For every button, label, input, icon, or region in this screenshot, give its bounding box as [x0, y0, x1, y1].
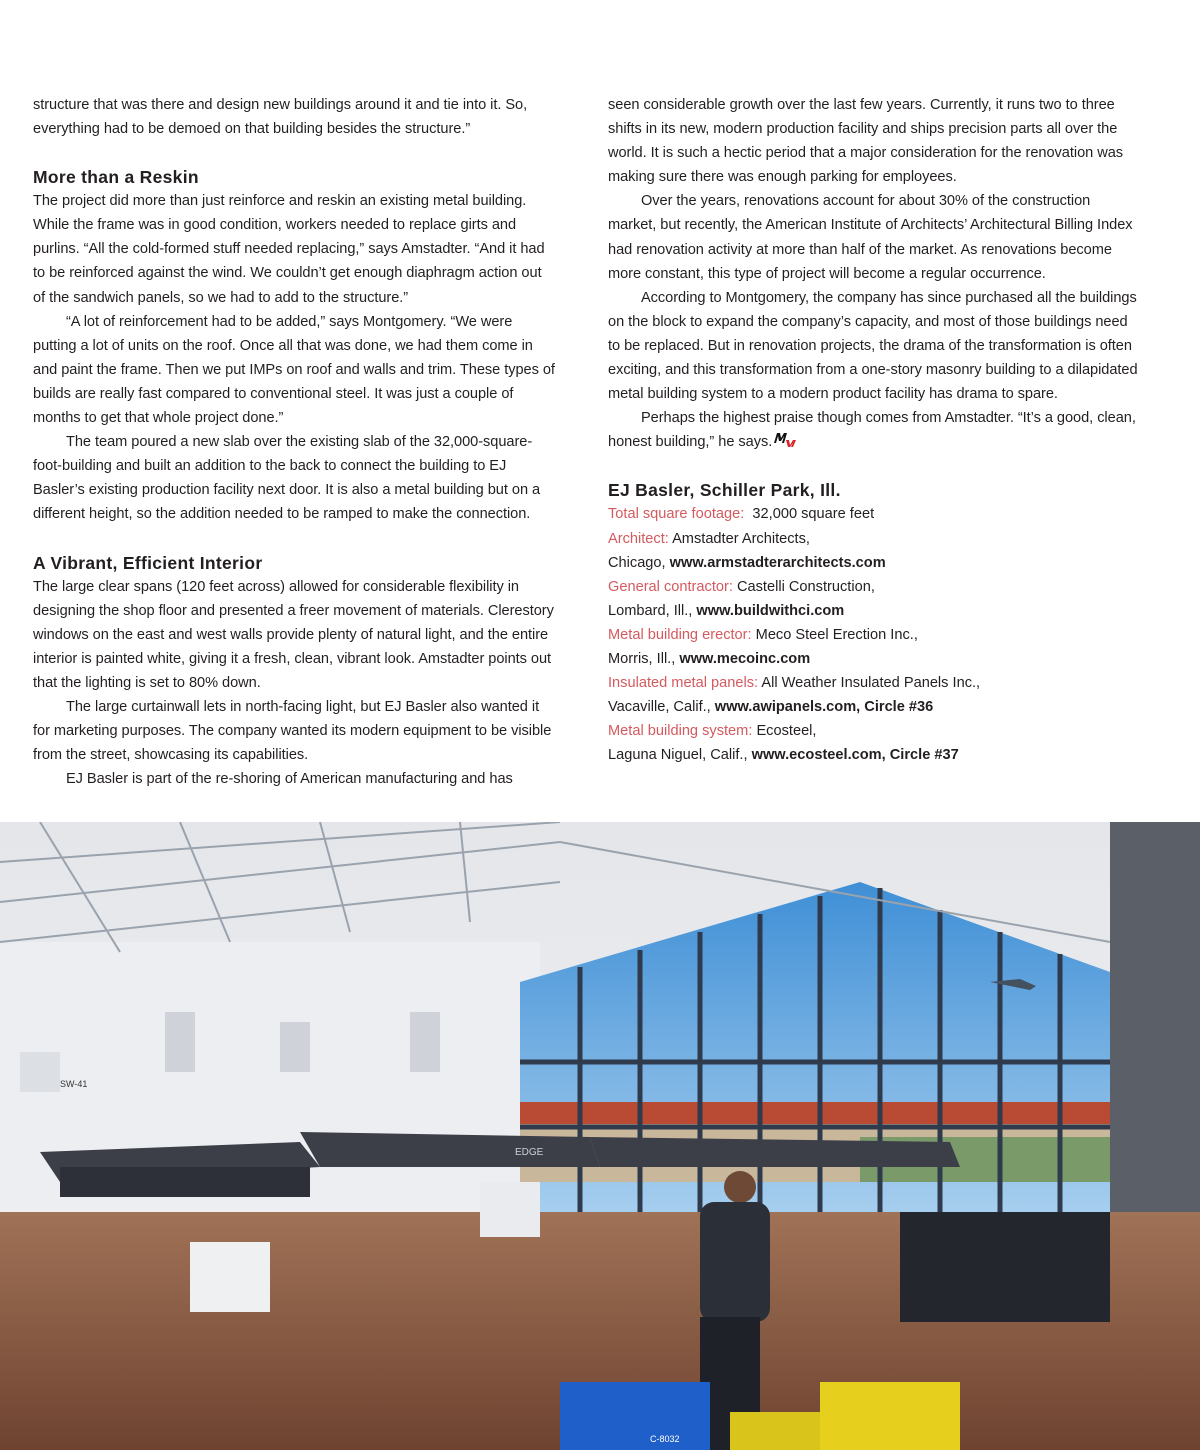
- body-paragraph: The team poured a new slab over the existing slab of the 32,000-square-foot-building and built an addition to the back to connect the building to EJ Basler’s existing production facility next door. It is also a metal building but on a different height, so the addition needed to be ramped to make the connection.: [33, 434, 541, 523]
- spec-label: Total square footage:: [608, 506, 745, 523]
- gc-website-link[interactable]: www.buildwithci.com: [696, 602, 845, 619]
- panels-website-link[interactable]: www.awipanels.com, Circle #36: [714, 699, 934, 716]
- yellow-parts-bin: [820, 1382, 960, 1450]
- spec-row-panels-contact: [608, 695, 1138, 719]
- section-heading-reskin: More than a Reskin: [33, 167, 199, 188]
- architect-website-link[interactable]: www.armstadterarchitects.com: [669, 554, 886, 571]
- spec-row-erector-contact: [608, 647, 1138, 671]
- spec-value: All Weather Insulated Panels Inc.,: [761, 675, 981, 692]
- factory-interior-photo: [0, 822, 1200, 1450]
- spec-city: Chicago,: [608, 554, 666, 571]
- spec-value: Meco Steel Erection Inc.,: [755, 626, 918, 643]
- worker-figure: [700, 1171, 770, 1450]
- section-heading-interior: A Vibrant, Efficient Interior: [33, 552, 263, 573]
- spec-row-erector: [608, 623, 1138, 647]
- spec-value: 32,000 square feet: [752, 506, 875, 523]
- spec-value: Castelli Construction,: [736, 578, 875, 595]
- spec-row-system-contact: [608, 743, 1138, 767]
- body-paragraph: According to Montgomery, the company has since purchased all the buildings on the block to expand the company’s capacity, and most of those buildings need to be replaced. But in renovation projects, the drama of the transformation is often exciting, and this transformation from a one-story masonry building to a dilapidated metal building system to a modern product facility has drama to spare.: [608, 289, 1138, 403]
- body-paragraph: EJ Basler is part of the re-shoring of American manufacturing and has: [66, 771, 513, 788]
- spec-label: Metal building system:: [608, 723, 753, 740]
- spec-value: Ecosteel,: [756, 723, 817, 740]
- spec-row-system: [608, 719, 1138, 743]
- closing-text: Perhaps the highest praise though comes from Amstadter. “It’s a good, clean, honest building,” he says.: [608, 410, 1136, 451]
- outside-roof: [520, 1102, 1110, 1124]
- blue-parts-bin: [560, 1382, 710, 1450]
- body-paragraph: Over the years, renovations account for about 30% of the construction market, but recently, the American Institute of Architects’ Architectural Billing Index had renovation activity at more than half of the market. As renovations become more constant, this type of project will become a regular occurrence.: [608, 193, 1133, 282]
- mcn-endmark-icon: [773, 431, 799, 448]
- spec-row-gc: [608, 575, 1138, 599]
- body-paragraph: seen considerable growth over the last few years. Currently, it runs two to three shifts in its new, modern production facility and ships precision parts all over the world. It is such a hectic period that a major consideration for the renovation was making sure there was enough parking for employees.: [608, 97, 1124, 186]
- body-paragraph: The project did more than just reinforce and reskin an existing metal building. While the frame was in good condition, workers needed to replace girts and purlins. “All the cold-formed stuff needed replacing,” says Amstadter. “And it had to be reinforced against the wind. We couldn’t get enough diaphragm action out of the sandwich panels, so we had to add to the structure.”: [33, 193, 545, 306]
- body-paragraph: The large curtainwall lets in north-facing light, but EJ Basler also wanted it for marketing purposes. The company wanted its modern equipment to be visible from the street, showcasing its capabilities.: [33, 698, 552, 764]
- spec-row-panels: [608, 671, 1138, 695]
- spec-city: Vacaville, Calif.,: [608, 699, 711, 716]
- body-paragraph: “A lot of reinforcement had to be added,” says Montgomery. “We were putting a lot of units on the roof. Once all that was done, we had them come in and paint the frame. Then we put IMPs on roof and walls and trim. These types of builds are really fast compared to conventional steel. It was just a couple of months to get that whole project done.”: [33, 313, 555, 427]
- right-column: [608, 93, 1138, 767]
- spec-row-sqft: [608, 502, 1138, 526]
- spec-label: Metal building erector:: [608, 626, 752, 643]
- body-paragraph: structure that was there and design new buildings around it and tie into it. So, everything had to be demoed on that building besides the structure.”: [33, 97, 528, 138]
- erector-website-link[interactable]: www.mecoinc.com: [679, 650, 811, 667]
- spec-city: Laguna Niguel, Calif.,: [608, 747, 748, 764]
- spec-city: Morris, Ill.,: [608, 650, 676, 667]
- spec-label: General contractor:: [608, 578, 733, 595]
- spec-city: Lombard, Ill.,: [608, 602, 693, 619]
- spec-label: Insulated metal panels:: [608, 675, 759, 692]
- system-website-link[interactable]: www.ecosteel.com, Circle #37: [751, 747, 959, 764]
- body-paragraph-closing: [608, 406, 1138, 454]
- spec-row-architect-contact: [608, 551, 1138, 575]
- yellow-parts-bin: [730, 1412, 820, 1450]
- spec-row-gc-contact: [608, 599, 1138, 623]
- machine-tag-label: SW-41: [60, 1079, 88, 1089]
- project-info-list: [608, 502, 1138, 767]
- machine-brand-label: EDGE: [515, 1147, 544, 1158]
- spec-value: Amstadter Architects,: [672, 530, 810, 547]
- body-paragraph: The large clear spans (120 feet across) allowed for considerable flexibility in designing the shop floor and presented a freer movement of materials. Clerestory windows on the east and west walls provide plenty of natural light, and the entire interior is painted white, giving it a fresh, clean, vibrant look. Amstadter points out that the lighting is set to 80% down.: [33, 578, 554, 691]
- project-info-heading: EJ Basler, Schiller Park, Ill.: [608, 480, 841, 501]
- spec-row-architect: [608, 527, 1138, 551]
- spec-label: Architect:: [608, 530, 669, 547]
- bin-tag-label: C-8032: [650, 1434, 680, 1444]
- left-column: [33, 93, 557, 791]
